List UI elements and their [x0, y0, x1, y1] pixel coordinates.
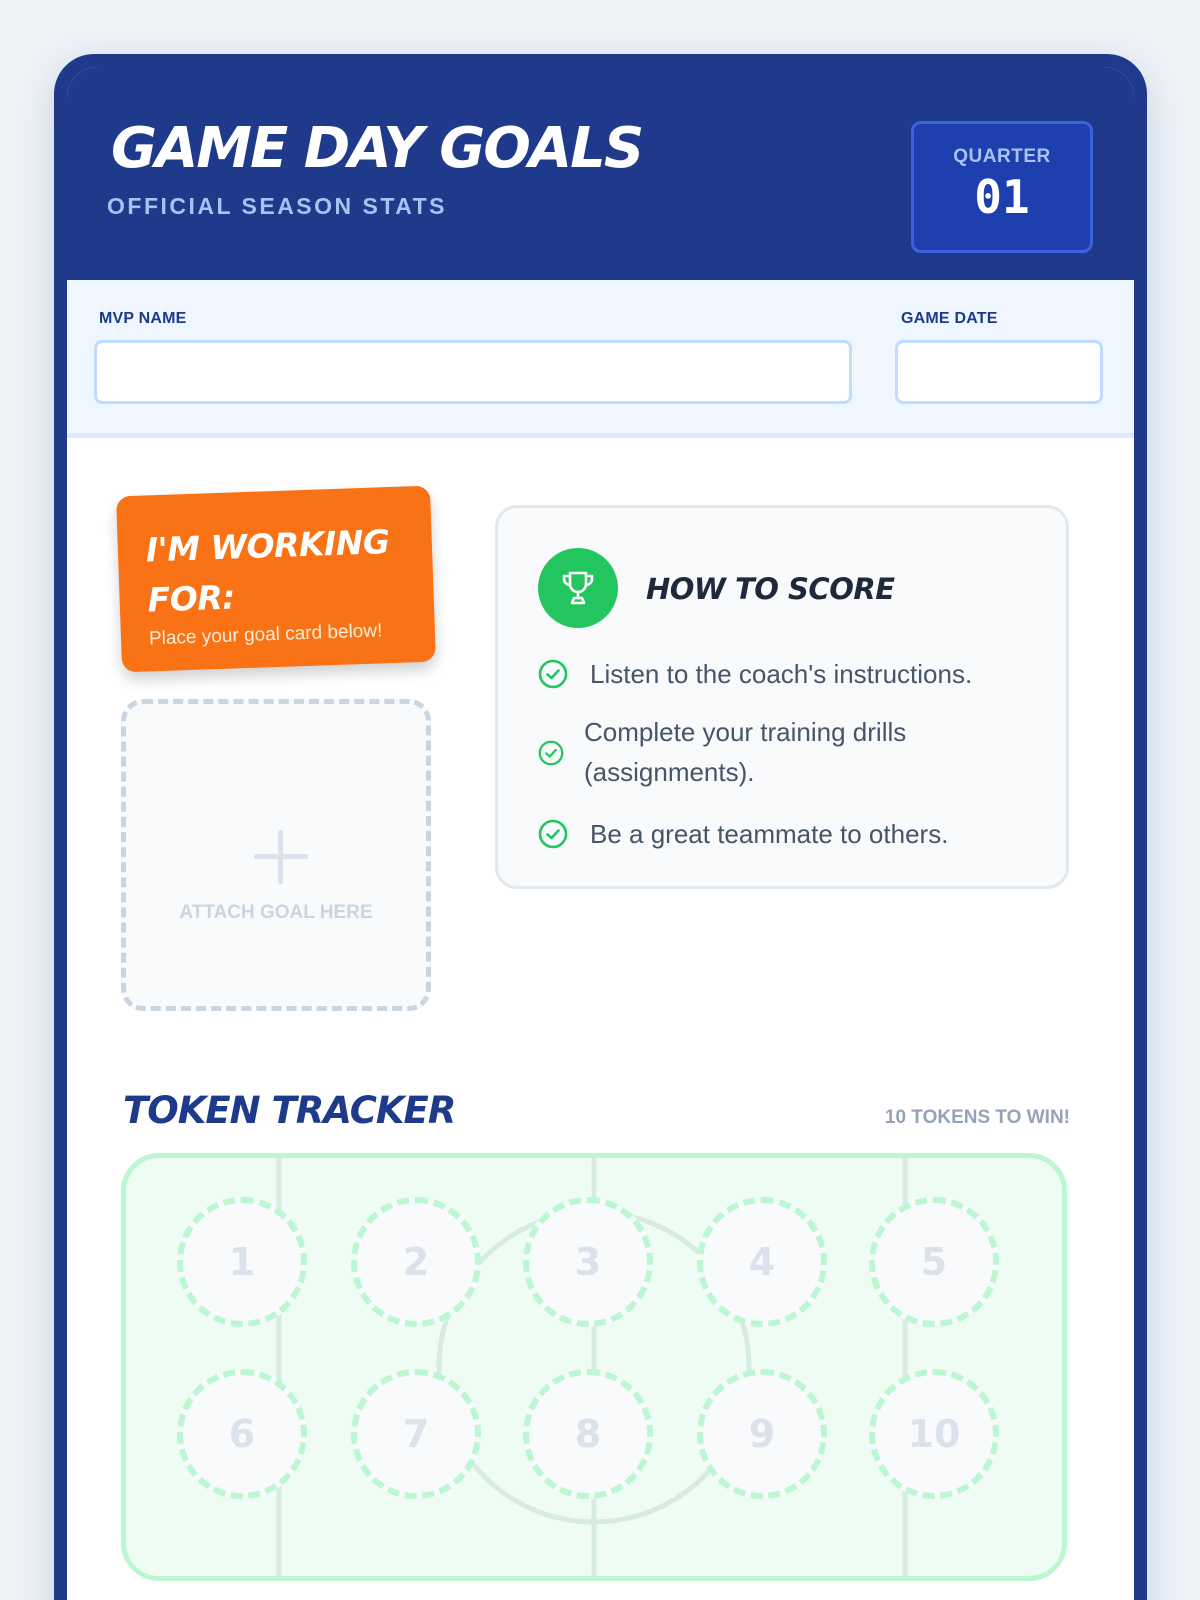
check-circle-icon	[538, 740, 564, 766]
game-date-label: GAME DATE	[901, 310, 998, 327]
info-fields	[67, 280, 1134, 438]
token-slot-7[interactable]: 7	[351, 1369, 481, 1499]
rule-item	[538, 814, 1058, 854]
quarter-badge	[911, 121, 1093, 253]
token-tracker-title: TOKEN TRACKER	[123, 1089, 456, 1132]
header	[67, 67, 1134, 280]
goal-chart-card	[54, 54, 1147, 1600]
card-content	[67, 67, 1134, 1600]
attach-goal-label: ATTACH GOAL HERE	[179, 902, 373, 923]
rule-item	[538, 654, 1058, 694]
plus-icon	[254, 830, 308, 884]
rule-item	[538, 712, 1058, 796]
token-slot-9[interactable]: 9	[697, 1369, 827, 1499]
how-to-score-title: HOW TO SCORE	[646, 572, 895, 606]
working-for-card	[116, 486, 436, 673]
page-subtitle: OFFICIAL SEASON STATS	[107, 193, 448, 219]
check-circle-icon	[538, 819, 568, 849]
token-slot-4[interactable]: 4	[697, 1197, 827, 1327]
page-title: GAME DAY GOALS	[111, 116, 643, 181]
working-for-title: I'M WORKING FOR:	[145, 522, 391, 619]
game-date-input[interactable]	[895, 340, 1103, 404]
token-slot-1[interactable]: 1	[177, 1197, 307, 1327]
tokens-to-win-label: 10 TOKENS TO WIN!	[884, 1107, 1070, 1128]
how-to-score-panel	[495, 505, 1069, 889]
attach-goal-dropzone[interactable]	[121, 699, 431, 1011]
working-for-subtitle: Place your goal card below!	[148, 620, 383, 650]
token-slot-3[interactable]: 3	[523, 1197, 653, 1327]
check-circle-icon	[538, 659, 568, 689]
token-slot-8[interactable]: 8	[523, 1369, 653, 1499]
token-slot-2[interactable]: 2	[351, 1197, 481, 1327]
rule-text: Complete your training drills (assignments).	[584, 717, 907, 787]
rule-text: Be a great teammate to others.	[590, 819, 949, 849]
mvp-name-label: MVP NAME	[99, 310, 187, 327]
token-slot-10[interactable]: 10	[869, 1369, 999, 1499]
mvp-name-input[interactable]	[94, 340, 852, 404]
quarter-value: 01	[974, 170, 1030, 224]
rule-text: Listen to the coach's instructions.	[590, 659, 973, 689]
trophy-icon	[538, 548, 618, 628]
quarter-label: QUARTER	[953, 146, 1051, 167]
token-slot-6[interactable]: 6	[177, 1369, 307, 1499]
token-slot-5[interactable]: 5	[869, 1197, 999, 1327]
